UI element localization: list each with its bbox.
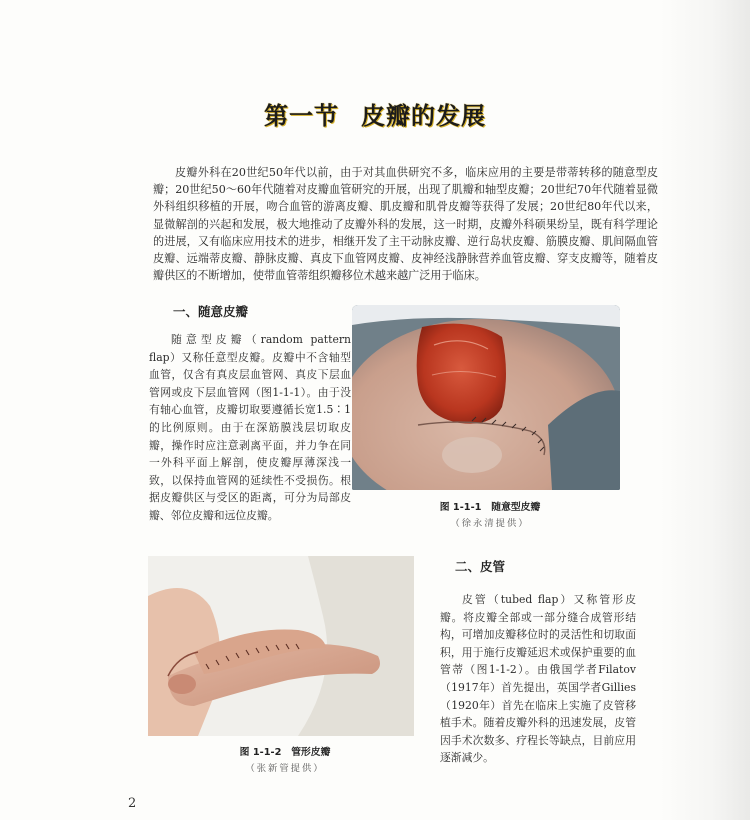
section-body-random-flap: 随意型皮瓣（random pattern flap）又称任意型皮瓣。皮瓣中不含轴型血管，仅含有真皮层血管网、真皮下层血管网或皮下层血管网（图1-1-1）。由于没有轴心血管，皮瓣切取要遵循长宽1.5∶1的比例原则。由于在深筋膜浅层切取皮瓣，操作时应注意剥离平面，并力争在同一外科平面上解剖，使皮瓣厚薄深浅一致，以保持血管网的延续性不受损伤。根据皮瓣供区与受区的距离，可分为局部皮瓣、邻位皮瓣和远位皮瓣。	[149, 333, 351, 522]
figure1-credit: （徐永清提供）	[450, 518, 530, 529]
intro-paragraph: 皮瓣外科在20世纪50年代以前，由于对其血供研究不多，临床应用的主要是带蒂转移的随意型皮瓣；20世纪50～60年代随着对皮瓣血管研究的开展，出现了肌瓣和轴型皮瓣；20世纪70年代随着显微外科组织移植的开展，吻合血管的游离皮瓣、肌皮瓣和肌骨皮瓣等获得了发展；20世纪80年代以来，显微解剖的兴起和发展，极大地推动了皮瓣外科的发展，这一时期，皮瓣外科硕果纷呈，既有科学理论的进展，又有临床应用技术的进步，相继开发了主干动脉皮瓣、逆行岛状皮瓣、筋膜皮瓣、肌间隔血管皮瓣、远端蒂皮瓣、静脉皮瓣、真皮下血管网皮瓣、皮神经浅静脉营养血管皮瓣、穿支皮瓣等，随着皮瓣供区的不断增加，使带血管蒂组织瓣移位术越来越广泛用于临床。	[153, 166, 658, 283]
chapter-number: 第一节	[264, 102, 339, 130]
random-flap-illustration	[352, 305, 620, 490]
tubed-flap-illustration	[148, 556, 414, 736]
chapter-title-text: 皮瓣的发展	[361, 102, 486, 130]
figure2-caption: 图 1-1-2 管形皮瓣	[239, 747, 331, 758]
section-body-tubed-flap: 皮管（tubed flap）又称管形皮瓣。将皮瓣全部或一部分缝合成管形结构，可增加皮瓣移位时的灵活性和切取面积，用于施行皮瓣延迟术或保护重要的血管蒂（图1-1-2）。由俄国学者Filatov（1917年）首先提出，英国学者Gillies（1920年）首先在临床上实施了皮管移植手术。随着皮瓣外科的迅速发展，皮管因手术次数多、疗程长等缺点，目前应用逐渐减少。	[440, 593, 636, 765]
figure1-caption: 图 1-1-1 随意型皮瓣	[439, 502, 541, 513]
figure2-credit: （张新管提供）	[245, 763, 325, 774]
chapter-title	[0, 96, 750, 131]
page-number: 2	[128, 796, 137, 811]
figure-tubed-flap-photo	[148, 556, 414, 736]
section-heading-tubed-flap: 二、皮管	[455, 559, 506, 574]
figure-random-flap-photo	[352, 305, 620, 490]
section-heading-random-flap: 一、随意皮瓣	[173, 304, 249, 319]
